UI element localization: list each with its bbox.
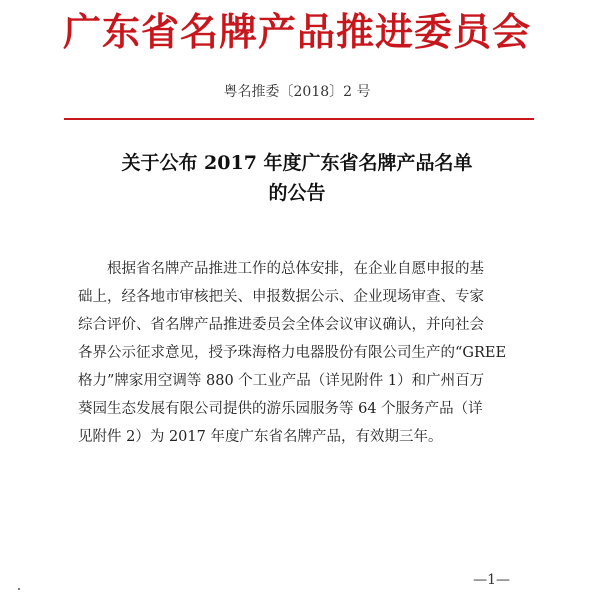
document-title-line: 的公告	[268, 182, 326, 204]
body-line: 各界公示征求意见，授予珠海格力电器股份有限公司生产的“GREE	[78, 345, 507, 361]
organization-header: 广东省名牌产品推进委员会	[62, 9, 531, 54]
page-number: —1—	[473, 572, 510, 588]
document-title	[0, 148, 594, 208]
document-title-line: 关于公布 2017 年度广东省名牌产品名单	[121, 152, 473, 174]
body-line: 根据省名牌产品推进工作的总体安排，在企业自愿申报的基	[78, 261, 484, 277]
body-line: 见附件 2）为 2017 年度广东省名牌产品，有效期三年。	[78, 429, 443, 445]
body-line: 综合评价、省名牌产品推进委员会全体会议审议确认，并向社会	[78, 317, 484, 333]
body-line: 葵园生态发展有限公司提供的游乐园服务等 64 个服务产品（详	[78, 401, 483, 417]
document-number: 粤名推委〔2018〕2 号	[223, 84, 371, 100]
body-line: 格力”牌家用空调等 880 个工业产品（详见附件 1）和广州百万	[78, 373, 485, 389]
body-paragraph	[78, 255, 516, 451]
body-line: 础上，经各地市审核把关、申报数据公示、企业现场审查、专家	[78, 289, 484, 305]
scan-artifact-dot	[18, 588, 20, 590]
header-divider-line	[64, 118, 534, 120]
